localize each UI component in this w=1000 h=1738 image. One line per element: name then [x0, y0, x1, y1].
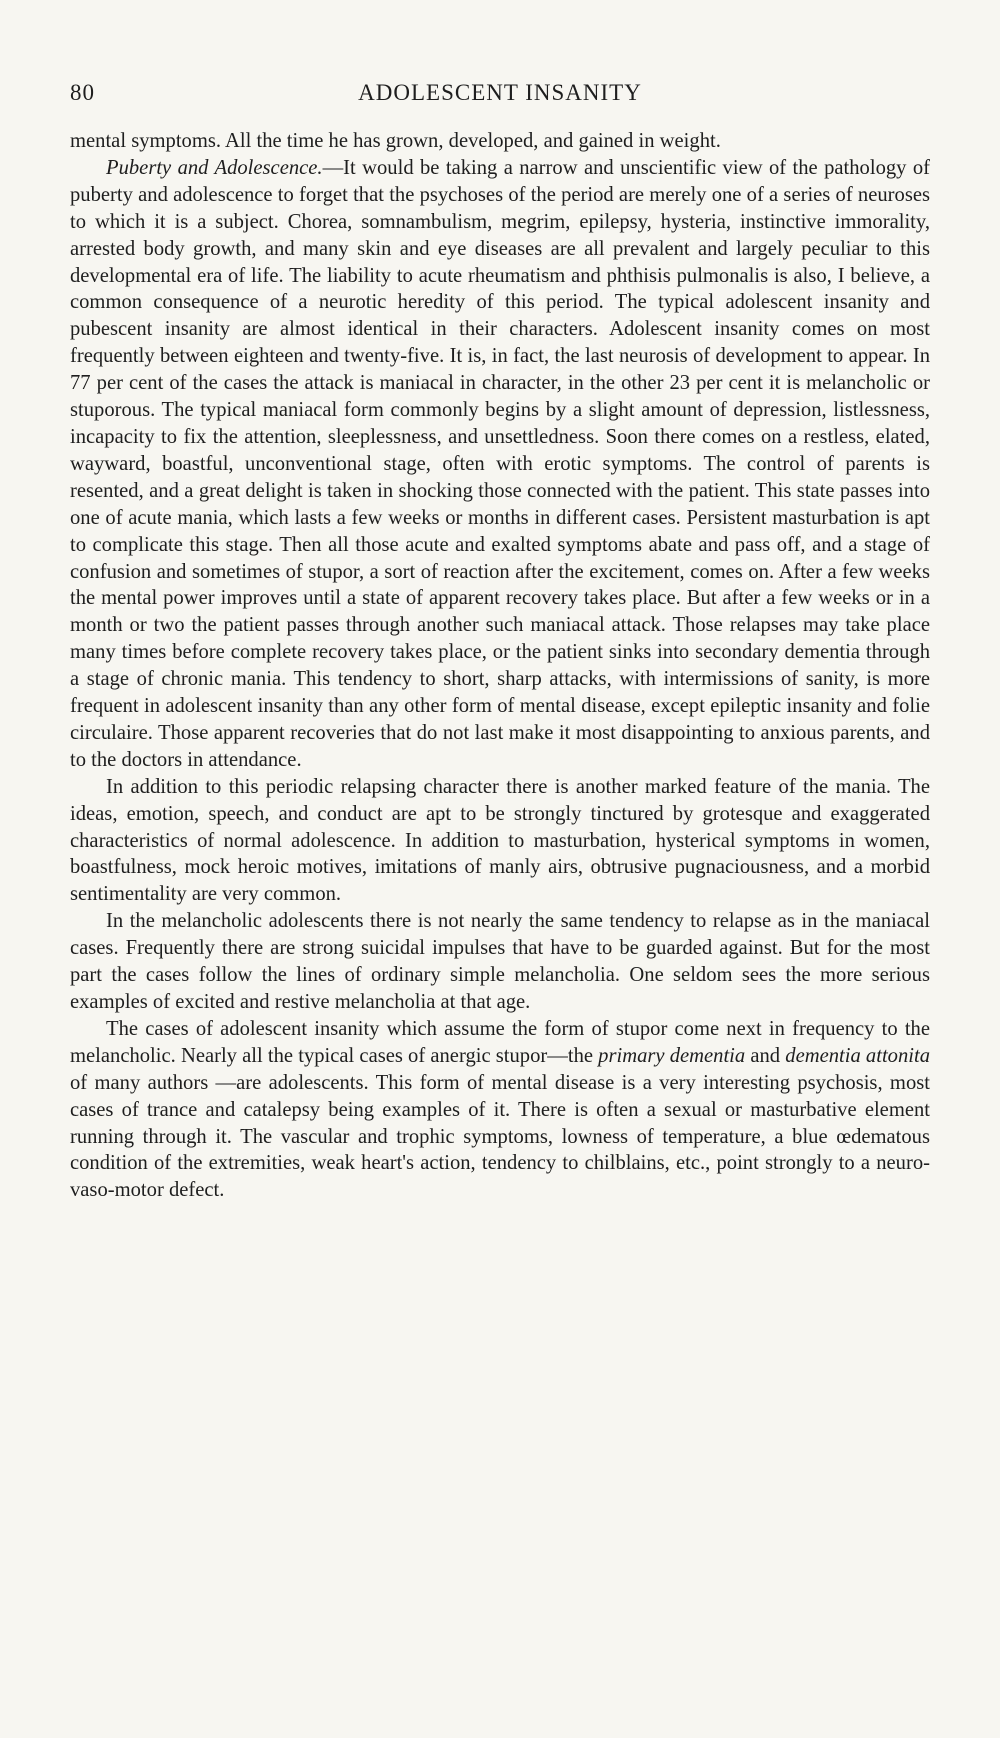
paragraph-text: and — [745, 1044, 786, 1067]
running-head — [70, 80, 930, 120]
italic-term: dementia attonita — [785, 1044, 930, 1067]
paragraph — [70, 155, 930, 774]
paragraph-text: In the melancholic adolescents there is not nearly the same tendency to relapse as in the maniacal cases. Frequently there are strong suicidal impulses that have to be guarded against. But for the most part the cases follow the lines of ordinary simple melancholia. One seldom sees the more serious examples of excited and restive melancholia at that age. — [70, 910, 930, 1013]
paragraph — [70, 1016, 930, 1204]
paragraph — [70, 128, 930, 155]
paragraph-text: The cases of adolescent insanity which assume the form of stupor come next in frequency to the melancholic. Nearly all the typical cases of anergic stupor—the — [70, 1017, 930, 1067]
paragraph — [70, 774, 930, 909]
paragraph-text: of many authors —are adolescents. This form of mental disease is a very interesting psychosis, most cases of trance and catalepsy being examples of it. There is often a sexual or masturbative element running through it. The vascular and trophic symptoms, lowness of temperature, a blue œdematous condition of the extremities, weak heart's action, tendency to chilblains, etc., point strongly to a neuro-vaso-motor defect. — [70, 1071, 930, 1202]
section-heading: Puberty and Adolescence. — [106, 156, 323, 179]
paragraph-text: mental symptoms. All the time he has grown, developed, and gained in weight. — [70, 130, 721, 152]
paragraph-text: In addition to this periodic relapsing character there is another marked feature of the mania. The ideas, emotion, speech, and conduct are apt to be strongly tinctured by grotesque and exaggerated characteristics of normal adolescence. In addition to masturbation, hysterical symptoms in women, boastfulness, mock heroic motives, imitations of manly airs, obtrusive pugnaciousness, and a morbid sentimentality are very common. — [70, 775, 930, 906]
paragraph-text: —It would be taking a narrow and unscientific view of the pathology of puberty and adolescence to forget that the psychoses of the period are merely one of a series of neuroses to which it is a subject. Chorea, somnambulism, megrim, epilepsy, hysteria, instinctive immorality, arrested body growth, and many skin and eye diseases are all prevalent and largely peculiar to this developmental era of life. The liability to acute rheumatism and phthisis pulmonalis is also, I believe, a common consequence of a neurotic heredity of this period. The typical adolescent insanity and pubescent insanity are almost identical in their characters. Adolescent insanity comes on most frequently between eighteen and twenty-five. It is, in fact, the last neurosis of development to appear. In 77 per cent of the cases the attack is maniacal in character, in the other 23 per cent it is melancholic or stuporous. The typical maniacal form commonly begins by a slight amount of depression, listlessness, incapacity to fix the attention, sleeplessness, and unsettledness. Soon there comes on a restless, elated, wayward, boastful, unconventional stage, often with erotic symptoms. The control of parents is resented, and a great delight is taken in shocking those connected with the patient. This state passes into one of acute mania, which lasts a few weeks or months in different cases. Persistent masturbation is apt to complicate this stage. Then all those acute and exalted symptoms abate and pass off, and a stage of confusion and sometimes of stupor, a sort of reaction after the excitement, comes on. After a few weeks the mental power improves until a state of apparent recovery takes place. But after a few weeks or in a month or two the patient passes through another such maniacal attack. Those relapses may take place many times before complete recovery takes place, or the patient sinks into secondary dementia through a stage of chronic mania. This tendency to short, sharp attacks, with intermissions of sanity, is more frequent in adolescent insanity than any other form of mental disease, except epileptic insanity and folie circulaire. Those apparent recoveries that do not last make it most disappointing to anxious parents, and to the doctors in attendance. — [70, 156, 931, 771]
page-number: 80 — [70, 80, 95, 105]
body-text — [70, 128, 930, 1204]
running-title: ADOLESCENT INSANITY — [358, 80, 642, 105]
book-page — [70, 80, 930, 1204]
italic-term: primary dementia — [598, 1044, 746, 1067]
paragraph — [70, 908, 930, 1016]
